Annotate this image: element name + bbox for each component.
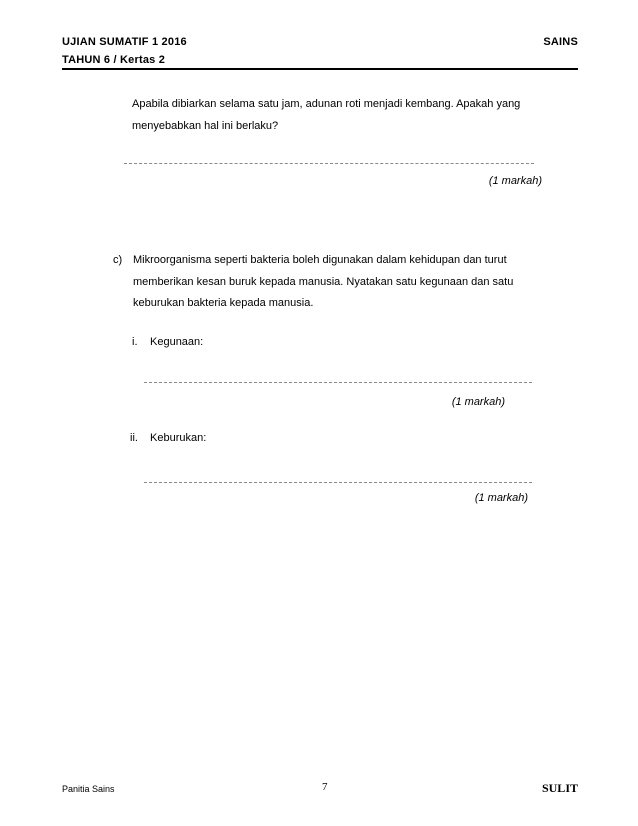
paper-label: TAHUN 6 / Kertas 2 [62, 54, 166, 66]
question-b-line-2: menyebabkan hal ini berlaku? [132, 120, 279, 132]
question-c-line-3: keburukan bakteria kepada manusia. [133, 297, 314, 309]
page-number: 7 [322, 781, 328, 793]
question-b-marks: (1 markah) [488, 175, 542, 187]
footer-sulit: SULIT [541, 781, 578, 795]
part-ii-label: Keburukan: [150, 432, 207, 444]
answer-line-kegunaan[interactable] [144, 382, 532, 383]
question-c-label: c) [113, 254, 123, 266]
header-rule [62, 68, 578, 70]
question-c-line-1: Mikroorganisma seperti bakteria boleh digunakan dalam kehidupan dan turut [133, 254, 507, 266]
part-ii-marks: (1 markah) [474, 492, 528, 504]
question-c-line-2: memberikan kesan buruk kepada manusia. Nyatakan satu kegunaan dan satu [133, 276, 514, 288]
part-i-marks: (1 markah) [451, 396, 505, 408]
answer-line-b[interactable] [124, 163, 534, 164]
question-b-line-1: Apabila dibiarkan selama satu jam, adunan roti menjadi kembang. Apakah yang [132, 98, 521, 110]
subject-label: SAINS [543, 36, 578, 48]
footer-left: Panitia Sains [62, 784, 115, 794]
part-i-numeral: i. [132, 336, 138, 348]
answer-line-keburukan[interactable] [144, 482, 532, 483]
part-ii-numeral: ii. [130, 432, 138, 444]
part-i-label: Kegunaan: [150, 336, 204, 348]
exam-title: UJIAN SUMATIF 1 2016 [62, 36, 187, 48]
